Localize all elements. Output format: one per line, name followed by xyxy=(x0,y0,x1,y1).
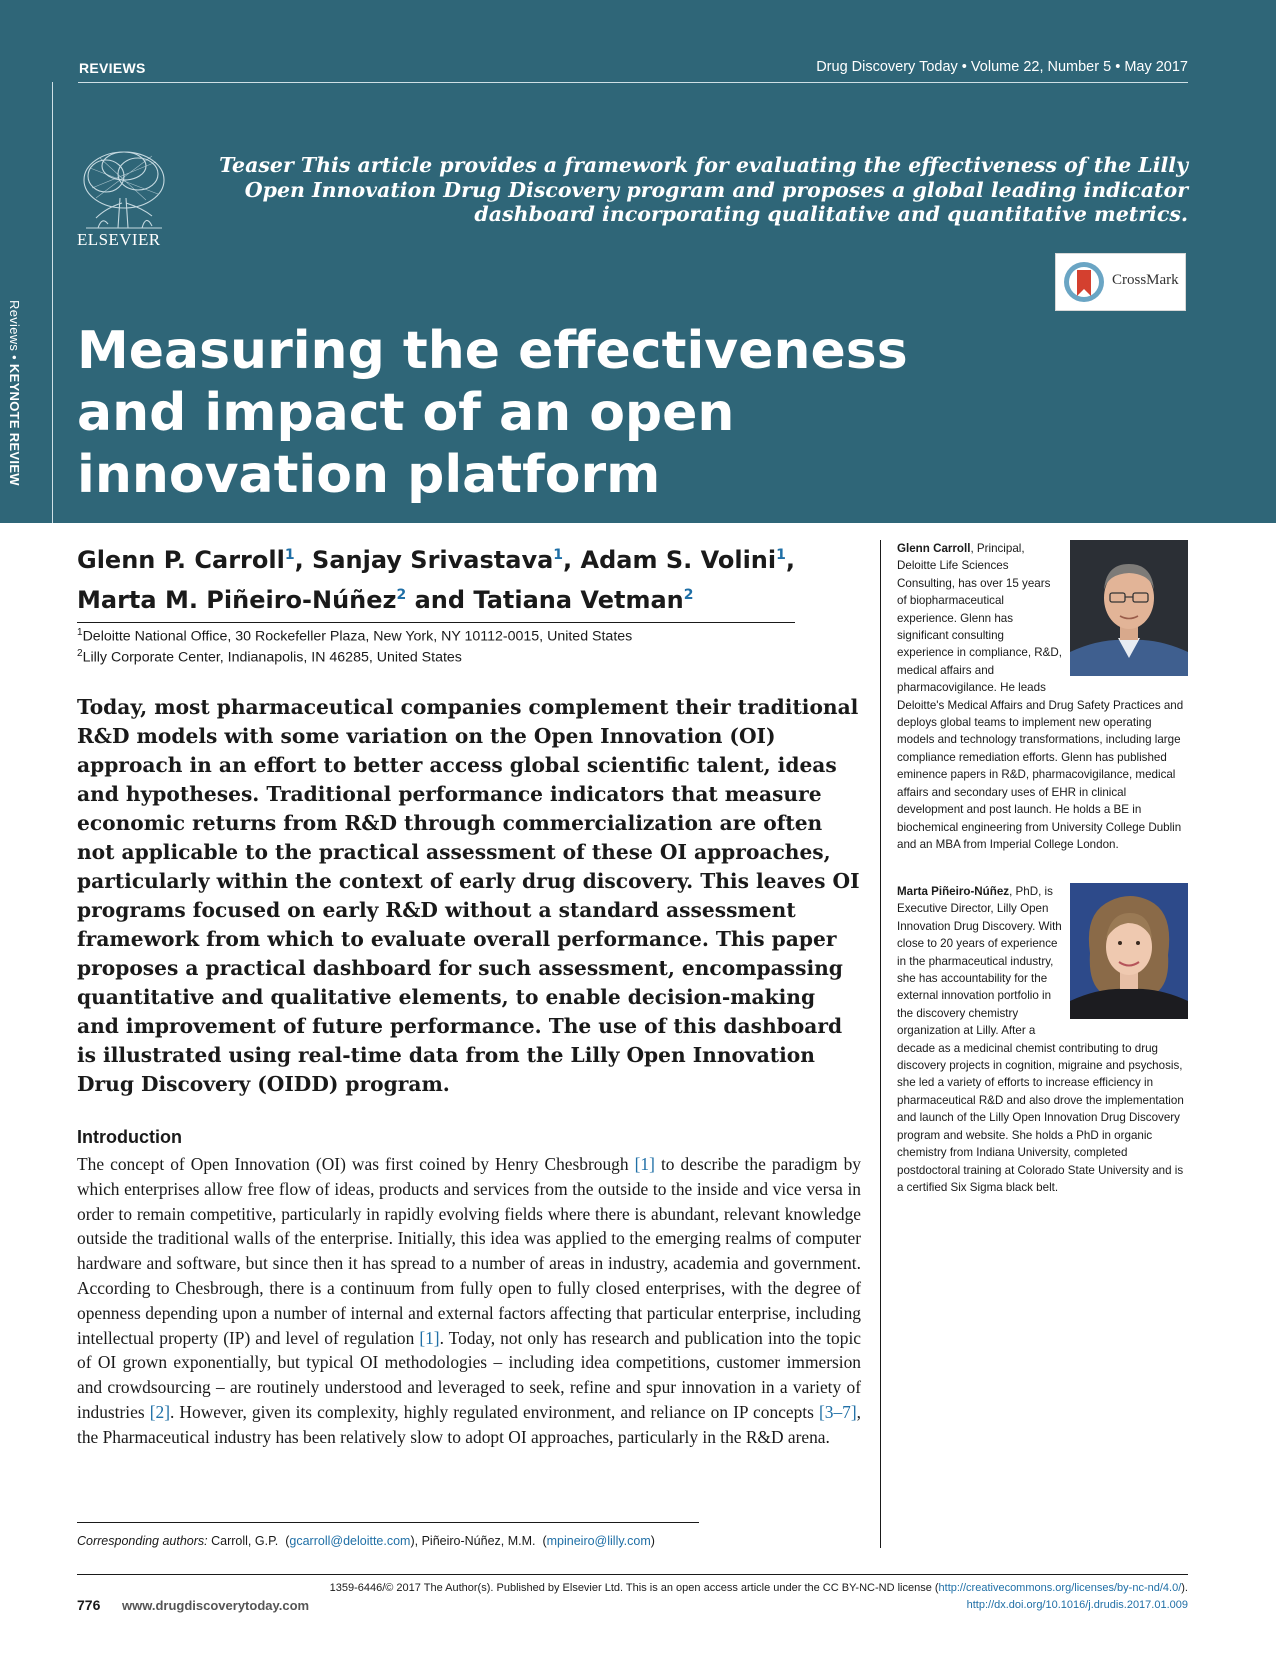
body-text: . However, given its complexity, highly regulated environment, and reliance on IP concepts xyxy=(170,1401,819,1422)
license-text: 1359-6446/© 2017 The Author(s). Published by Elsevier Ltd. This is an open access article under the CC BY-NC-ND license ( xyxy=(329,1582,939,1594)
author-bio xyxy=(897,540,1188,853)
author-list xyxy=(77,538,795,623)
body-text: , the Pharmaceutical industry has been relatively slow to adopt OI approaches, particularly in the R&D arena. xyxy=(77,1401,861,1447)
corresponding-author: Piñeiro-Núñez, M.M. xyxy=(421,1534,536,1548)
author-affiliation-mark[interactable]: 1 xyxy=(776,547,786,563)
introduction-body xyxy=(77,1152,861,1450)
column-divider xyxy=(880,540,881,1548)
teaser: Teaser This article provides a framework for evaluating the effectiveness of the Lilly Open Innovation Drug Discovery program and proposes a global leading indicator dashboard incorporating qualitative and quantitative metrics. xyxy=(219,153,1188,226)
page-number: 776 xyxy=(77,1597,101,1613)
affiliation-text: Deloitte National Office, 30 Rockefeller Plaza, New York, NY 10112-0015, United States xyxy=(82,628,633,645)
section-heading-introduction: Introduction xyxy=(77,1127,182,1147)
author-name: Glenn P. Carroll xyxy=(77,546,285,574)
author-photo xyxy=(1070,883,1188,1019)
author-affiliation-mark[interactable]: 1 xyxy=(284,547,295,563)
license-line xyxy=(188,1582,1188,1594)
body-text: The concept of Open Innovation (OI) was first coined by Henry Chesbrough xyxy=(77,1154,635,1174)
reference-link[interactable]: [1] xyxy=(419,1327,440,1348)
corresponding-authors: Corresponding authors: Carroll, G.P. (gcarroll@deloitte.com), Piñeiro-Núñez, M.M. (mpineiro@lilly.com) xyxy=(77,1534,655,1548)
email-link[interactable]: gcarroll@deloitte.com xyxy=(289,1534,411,1548)
license-text: ). xyxy=(1181,1582,1188,1594)
affiliation-text: Lilly Corporate Center, Indianapolis, IN 46285, United States xyxy=(82,649,462,666)
article-title: Measuring the effectiveness and impact of an open innovation platform xyxy=(77,321,908,505)
journal-citation: Drug Discovery Today • Volume 22, Number 5 • May 2017 xyxy=(816,59,1188,75)
bio-name: Glenn Carroll xyxy=(897,542,971,555)
journal-date: May 2017 xyxy=(1124,59,1188,75)
bio-text: , PhD, is Executive Director, Lilly Open Innovation Drug Discovery. With close to 20 years of experience in the pharmaceutical industry, she has accountability for the external innovation portfolio in the discovery chemistry organization at Lilly. After a decade as a medicinal chemist contributing to drug discovery projects in cognition, migraine and psychosis, she led a variety of efforts to increase efficiency in pharmaceutical R&D and also drove the implementation and launch of the Lilly Open Innovation Drug Discovery program and website. She holds a PhD in organic chemistry from Indiana University, completed postdoctoral training at Colorado State University and is a certified Six Sigma black belt. xyxy=(897,885,1184,1194)
license-link[interactable]: http://creativecommons.org/licenses/by-nc-nd/4.0/ xyxy=(938,1582,1182,1594)
reference-link[interactable]: [2] xyxy=(149,1401,170,1422)
author-name: Adam S. Volini xyxy=(580,546,777,574)
corresponding-label: Corresponding authors: xyxy=(77,1534,208,1548)
banner-left-rule xyxy=(52,82,53,523)
header-rule xyxy=(78,82,1188,83)
author-photo xyxy=(1070,540,1188,676)
author-name: Sanjay Srivastava xyxy=(312,546,554,574)
reference-link[interactable]: [3–7] xyxy=(818,1401,857,1422)
reference-link[interactable]: [1] xyxy=(634,1154,655,1174)
crossmark-label: CrossMark xyxy=(1112,272,1179,288)
author-separator: , xyxy=(563,546,581,574)
bio-name: Marta Piñeiro-Núñez xyxy=(897,885,1010,898)
affiliation-number: 2 xyxy=(77,648,83,659)
email-link[interactable]: mpineiro@lilly.com xyxy=(546,1534,651,1548)
elsevier-wordmark: ELSEVIER xyxy=(77,230,161,249)
author-name: Marta M. Piñeiro-Núñez xyxy=(77,586,397,614)
side-tab-label: KEYNOTE REVIEW xyxy=(7,363,22,486)
author-affiliation-mark[interactable]: 1 xyxy=(553,547,564,563)
bio-text: , Principal, Deloitte Life Sciences Consulting, has over 15 years of biopharmaceutical experience. Glenn has significant consulting experience in compliance, R&D, medical affairs and pharmacovigilance. He leads Deloitte's Medical Affairs and Drug Safety Practices and deploys global teams to implement new operating models and technology transformations, including large compliance remediation efforts. Glenn has published eminence papers in R&D, pharmacovigilance, medical affairs and secondary uses of EHR in clinical development and post launch. He holds a BE in biochemical engineering from University College Dublin and an MBA from Imperial College London. xyxy=(897,542,1184,851)
corresponding-author: Carroll, G.P. xyxy=(211,1534,279,1548)
doi-link[interactable]: http://dx.doi.org/10.1016/j.drudis.2017.01.009 xyxy=(966,1599,1188,1611)
footer-rule xyxy=(77,1574,1188,1575)
affiliation xyxy=(77,627,632,645)
section-label: REVIEWS xyxy=(79,60,146,76)
affiliation-number: 1 xyxy=(77,627,83,638)
journal-volume: Volume 22, Number 5 xyxy=(970,59,1112,75)
author-separator: and xyxy=(406,586,474,614)
footnote-rule xyxy=(77,1522,699,1523)
author-affiliation-mark[interactable]: 2 xyxy=(396,587,407,603)
abstract: Today, most pharmaceutical companies complement their traditional R&D models with some variation on the Open Innovation (OI) approach in an effort to better access global scientific talent, ideas and hypotheses. Traditional performance indicators that measure economic returns from R&D through commercialization are often not applicable to the practical assessment of these OI approaches, particularly within the context of early drug discovery. This leaves OI programs focused on early R&D without a standard assessment framework from which to evaluate overall performance. This paper proposes a practical dashboard for such assessment, encompassing quantitative and qualitative elements, to enable decision-making and improvement of future performance. The use of this dashboard is illustrated using real-time data from the Lilly Open Innovation Drug Discovery (OIDD) program. xyxy=(77,695,860,1096)
crossmark-button[interactable] xyxy=(1055,253,1186,311)
affiliation xyxy=(77,648,462,666)
author-separator: , xyxy=(785,546,795,574)
author-separator: , xyxy=(294,546,313,574)
author-bio xyxy=(897,883,1188,1196)
crossmark-icon xyxy=(1062,260,1106,304)
journal-website-link[interactable]: www.drugdiscoverytoday.com xyxy=(122,1598,310,1613)
body-text: . Today, not only has research and publication into the topic of OI grown exponentially, but typical OI methodologies – including idea competitions, customer immersion and crowdsourcing – are routinely understood and leveraged to seek, refine and spur innovation in a variety of industries xyxy=(77,1327,862,1422)
side-tab: Reviews • KEYNOTE REVIEW xyxy=(7,300,22,486)
author-affiliation-mark[interactable]: 2 xyxy=(683,587,694,603)
author-name: Tatiana Vetman xyxy=(473,586,684,614)
side-tab-prefix: Reviews xyxy=(7,300,22,352)
journal-name: Drug Discovery Today xyxy=(816,59,958,75)
body-text: to describe the paradigm by which enterprises allow free flow of ideas, products and services from the outside to the inside and vice versa in order to remain competitive, particularly in rapidly evolving fields where there is abundant, relevant knowledge outside the traditional walls of the enterprise. Initially, this idea was applied to the emerging realms of computer hardware and software, but since then it has spread to a number of areas in industry, academia and government. According to Chesbrough, there is a continuum from fully open to fully closed enterprises, with the degree of openness depending upon a number of internal and external factors affecting that particular enterprise, including intellectual property (IP) and level of regulation xyxy=(77,1154,861,1348)
